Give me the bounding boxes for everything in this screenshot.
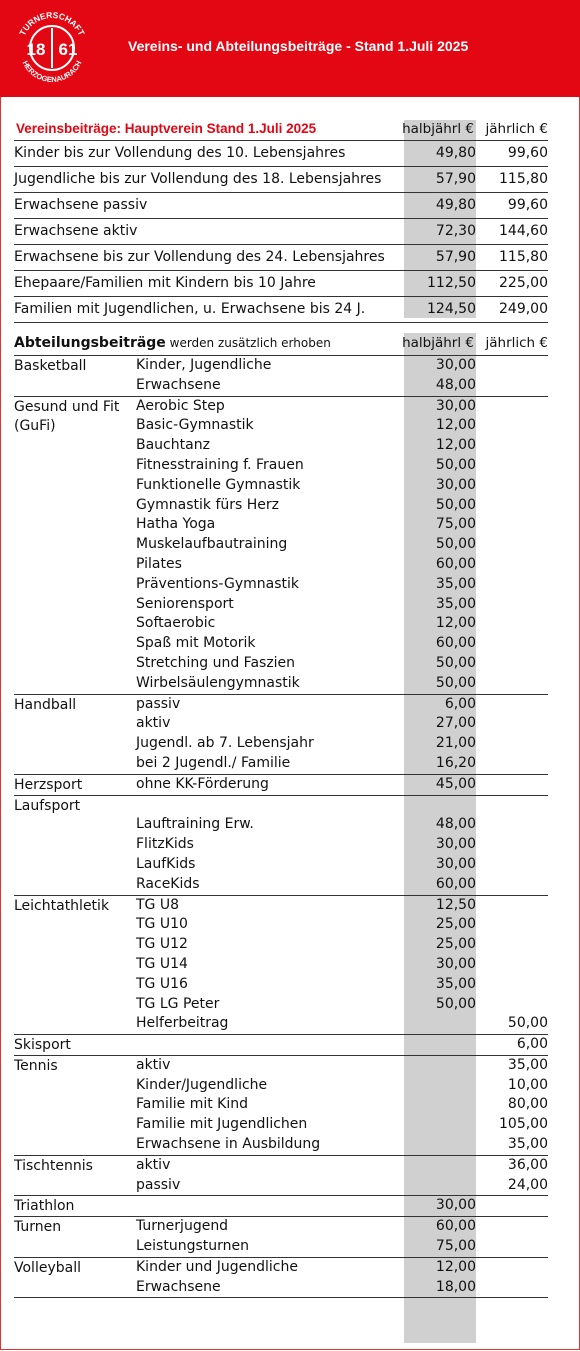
list-item <box>14 896 548 916</box>
list-item <box>14 1196 548 1216</box>
fee-label: Kinder und Jugendliche <box>136 1258 298 1275</box>
year-fee: 144,60 <box>499 223 548 239</box>
fee-label: Kinder, Jugendliche <box>136 357 272 373</box>
year-fee: 10,00 <box>507 1076 548 1093</box>
department-table-title <box>14 335 331 351</box>
half-year-fee: 18,00 <box>435 1278 476 1295</box>
half-year-fee: 30,00 <box>435 836 476 853</box>
fee-label: Erwachsene in Ausbildung <box>136 1136 321 1153</box>
year-fee: 225,00 <box>499 275 548 291</box>
list-item <box>14 1258 548 1278</box>
half-year-fee: 27,00 <box>435 715 476 732</box>
fee-label: Gymnastik fürs Herz <box>136 496 280 513</box>
half-year-fee: 45,00 <box>435 775 476 792</box>
list-item <box>14 1014 548 1034</box>
department-year-header: jährlich € <box>485 335 548 351</box>
fee-label: Familie mit Jugendlichen <box>136 1116 308 1133</box>
year-fee: 80,00 <box>507 1096 548 1113</box>
list-item <box>14 875 548 895</box>
fee-label: LaufKids <box>136 855 196 872</box>
list-item <box>14 695 548 715</box>
list-item <box>14 436 548 456</box>
department-group <box>14 1035 548 1056</box>
fee-label: aktiv <box>136 1156 171 1173</box>
year-fee: 50,00 <box>507 1015 548 1032</box>
fee-label: Familien mit Jugendlichen, u. Erwachsene bis 24 J. <box>14 301 366 317</box>
department-group <box>14 796 548 896</box>
fee-label: Bauchtanz <box>136 437 210 454</box>
half-year-fee: 50,00 <box>435 654 476 671</box>
year-fee: 99,60 <box>507 145 548 161</box>
department-title-bold: Abteilungsbeiträge <box>14 335 166 351</box>
department-name-line: Skisport <box>14 1037 71 1054</box>
half-year-fee: 50,00 <box>435 456 476 473</box>
year-fee: 105,00 <box>499 1116 548 1133</box>
list-item <box>14 1217 548 1237</box>
fee-label: Lauftraining Erw. <box>136 816 254 833</box>
list-item <box>14 1076 548 1096</box>
fee-label: RaceKids <box>136 875 200 892</box>
fee-label: TG U8 <box>136 896 180 913</box>
list-item <box>14 456 548 476</box>
fee-label: Leistungsturnen <box>136 1238 249 1255</box>
fee-label: TG LG Peter <box>136 995 220 1012</box>
half-year-fee: 12,00 <box>435 417 476 434</box>
logo-year-right: 61 <box>58 40 78 59</box>
list-item <box>14 397 548 417</box>
half-year-fee: 48,00 <box>435 376 476 393</box>
fee-label: Helferbeitrag <box>136 1015 229 1032</box>
year-fee: 249,00 <box>499 301 548 317</box>
fee-label: Aerobic Step <box>136 397 225 414</box>
half-year-fee: 30,00 <box>435 955 476 972</box>
list-item <box>14 614 548 634</box>
fee-label: Erwachsene bis zur Vollendung des 24. Lebensjahres <box>14 249 385 265</box>
department-groups <box>14 356 548 1298</box>
half-year-fee: 48,00 <box>435 816 476 833</box>
half-year-fee: 35,00 <box>435 575 476 592</box>
list-item <box>14 1135 548 1155</box>
logo-ring-bottom: HERZOGENAURACH <box>20 59 84 85</box>
half-year-fee: 25,00 <box>435 916 476 933</box>
fee-label: Pilates <box>136 555 182 572</box>
department-name-line: Turnen <box>14 1219 62 1236</box>
half-year-fee: 25,00 <box>435 936 476 953</box>
page-title: Vereins- und Abteilungsbeiträge - Stand 1.Juli 2025 <box>128 38 469 54</box>
fee-label: Muskelaufbautraining <box>136 536 288 553</box>
half-year-fee: 6,00 <box>444 695 476 712</box>
half-year-fee: 12,50 <box>435 896 476 913</box>
fee-label: Jugendl. ab 7. Lebensjahr <box>136 735 314 752</box>
fee-label: aktiv <box>136 1056 171 1073</box>
year-fee: 115,80 <box>499 171 548 187</box>
main-fee-table <box>14 118 548 323</box>
year-fee: 35,00 <box>507 1056 548 1073</box>
fee-label: Jugendliche bis zur Vollendung des 18. Lebensjahres <box>14 171 382 187</box>
half-year-fee: 50,00 <box>435 674 476 691</box>
half-year-fee: 12,00 <box>435 1258 476 1275</box>
department-name-line: Gesund und Fit <box>14 398 120 415</box>
fee-label: TG U12 <box>136 936 188 953</box>
list-item <box>14 634 548 654</box>
fee-label: Stretching und Faszien <box>136 654 296 671</box>
fee-label: TG U10 <box>136 916 188 933</box>
fee-label: passiv <box>136 695 181 712</box>
half-year-fee: 12,00 <box>435 437 476 454</box>
fee-label: Turnerjugend <box>136 1218 229 1235</box>
half-year-fee: 57,90 <box>435 249 476 265</box>
half-year-fee: 60,00 <box>435 635 476 652</box>
half-year-fee: 30,00 <box>435 1197 476 1214</box>
list-item <box>14 935 548 955</box>
list-item <box>14 476 548 496</box>
half-year-fee: 60,00 <box>435 555 476 572</box>
half-year-fee: 35,00 <box>435 975 476 992</box>
main-table-title: Vereinsbeiträge: Hauptverein Stand 1.Juli 2025 <box>16 121 317 136</box>
list-item <box>14 1156 548 1176</box>
half-year-fee: 72,30 <box>435 223 476 239</box>
fee-label: Softaerobic <box>136 615 216 632</box>
department-group <box>14 1258 548 1299</box>
list-item <box>14 416 548 436</box>
half-year-fee: 30,00 <box>435 855 476 872</box>
department-group <box>14 1196 548 1217</box>
half-year-fee: 60,00 <box>435 1218 476 1235</box>
half-year-fee: 49,80 <box>435 197 476 213</box>
department-group <box>14 1217 548 1258</box>
list-item <box>14 1056 548 1076</box>
year-fee: 24,00 <box>507 1176 548 1193</box>
fee-label: aktiv <box>136 715 171 732</box>
list-item <box>14 835 548 855</box>
fee-label: Kinder/Jugendliche <box>136 1076 268 1093</box>
half-year-fee: 49,80 <box>435 145 476 161</box>
header-banner <box>0 0 580 97</box>
fee-label: Kinder bis zur Vollendung des 10. Lebensjahres <box>14 145 346 161</box>
logo-year-left: 18 <box>26 40 46 59</box>
fee-label: bei 2 Jugendl./ Familie <box>136 754 291 771</box>
year-fee: 115,80 <box>499 249 548 265</box>
list-item <box>14 855 548 875</box>
list-item <box>14 1035 548 1055</box>
list-item <box>14 1095 548 1115</box>
fee-label: FlitzKids <box>136 836 194 853</box>
year-fee: 35,00 <box>507 1136 548 1153</box>
half-year-fee: 30,00 <box>435 397 476 414</box>
half-year-header: halbjährl € <box>402 121 474 137</box>
fee-label: Hatha Yoga <box>136 516 216 533</box>
list-item <box>14 1278 548 1298</box>
fee-label: passiv <box>136 1176 181 1193</box>
fee-label: Familie mit Kind <box>136 1096 249 1113</box>
department-title-note: werden zusätzlich erhoben <box>165 336 331 350</box>
department-name-line: Laufsport <box>14 797 81 814</box>
fee-label: Erwachsene aktiv <box>14 223 138 239</box>
fee-label: ohne KK-Förderung <box>136 775 269 792</box>
list-item <box>14 714 548 734</box>
club-logo <box>12 8 92 88</box>
list-item <box>14 975 548 995</box>
fee-label: Wirbelsäulengymnastik <box>136 674 300 691</box>
department-name-line: Tischtennis <box>14 1157 93 1174</box>
list-item <box>14 356 548 376</box>
list-item <box>14 1115 548 1135</box>
department-group <box>14 775 548 796</box>
list-item <box>14 654 548 674</box>
fee-label: Basic-Gymnastik <box>136 417 254 434</box>
department-fee-table <box>14 332 548 1298</box>
department-group <box>14 1156 548 1197</box>
department-name-line: Volleyball <box>14 1259 81 1276</box>
fee-label: Erwachsene passiv <box>14 197 148 213</box>
half-year-fee: 30,00 <box>435 357 476 373</box>
fee-label: TG U16 <box>136 975 188 992</box>
half-year-fee: 60,00 <box>435 875 476 892</box>
half-year-fee: 50,00 <box>435 995 476 1012</box>
department-group <box>14 695 548 775</box>
department-group <box>14 397 548 695</box>
list-item <box>14 775 548 795</box>
list-item <box>14 1176 548 1196</box>
fee-label: Seniorensport <box>136 595 234 612</box>
table-row <box>14 219 548 245</box>
half-year-fee: 35,00 <box>435 595 476 612</box>
half-year-fee: 21,00 <box>435 735 476 752</box>
table-row <box>14 271 548 297</box>
year-fee: 36,00 <box>507 1156 548 1173</box>
list-item <box>14 575 548 595</box>
department-table-header <box>14 332 548 356</box>
fee-label: Präventions-Gymnastik <box>136 575 299 592</box>
year-fee: 99,60 <box>507 197 548 213</box>
list-item <box>14 674 548 694</box>
fee-label: Funktionelle Gymnastik <box>136 476 301 493</box>
half-year-fee: 57,90 <box>435 171 476 187</box>
half-year-fee: 30,00 <box>435 476 476 493</box>
department-name-line: Triathlon <box>14 1198 75 1215</box>
half-year-fee: 75,00 <box>435 1238 476 1255</box>
logo-ring-top: TURNERSCHAFT <box>17 9 87 38</box>
list-item <box>14 995 548 1015</box>
table-row <box>14 193 548 219</box>
list-item <box>14 496 548 516</box>
year-header: jährlich € <box>485 121 548 137</box>
half-year-fee: 16,20 <box>435 754 476 771</box>
fee-label: Erwachsene <box>136 376 221 393</box>
list-item <box>14 535 548 555</box>
list-item <box>14 915 548 935</box>
half-year-fee: 124,50 <box>427 301 476 317</box>
half-year-fee: 50,00 <box>435 536 476 553</box>
list-item <box>14 754 548 774</box>
department-name-line: Herzsport <box>14 776 83 793</box>
fee-label: Ehepaare/Familien mit Kindern bis 10 Jahre <box>14 275 316 291</box>
list-item <box>14 1237 548 1257</box>
half-year-fee: 12,00 <box>435 615 476 632</box>
department-name-line: (GuFi) <box>14 418 56 435</box>
department-name-line: Handball <box>14 696 77 713</box>
table-row <box>14 167 548 193</box>
department-group <box>14 896 548 1036</box>
main-table-header <box>14 118 548 141</box>
half-year-fee: 50,00 <box>435 496 476 513</box>
department-name-line: Leichtathletik <box>14 897 110 914</box>
table-row <box>14 245 548 271</box>
list-item <box>14 815 548 835</box>
list-item <box>14 555 548 575</box>
fee-label: Erwachsene <box>136 1278 221 1295</box>
half-year-fee: 112,50 <box>427 275 476 291</box>
list-item <box>14 955 548 975</box>
year-fee: 6,00 <box>516 1036 548 1053</box>
list-item <box>14 796 548 816</box>
fee-label: Spaß mit Motorik <box>136 635 256 652</box>
list-item <box>14 515 548 535</box>
department-group <box>14 1056 548 1156</box>
department-group <box>14 356 548 397</box>
list-item <box>14 595 548 615</box>
fee-label: Fitnesstraining f. Frauen <box>136 456 304 473</box>
list-item <box>14 376 548 396</box>
table-row <box>14 297 548 323</box>
list-item <box>14 734 548 754</box>
fee-label: TG U14 <box>136 955 188 972</box>
main-rows <box>14 141 548 323</box>
department-name-line: Basketball <box>14 358 87 374</box>
table-row <box>14 141 548 167</box>
half-year-fee: 75,00 <box>435 516 476 533</box>
department-name-line: Tennis <box>14 1057 58 1074</box>
department-half-year-header: halbjährl € <box>402 335 474 351</box>
